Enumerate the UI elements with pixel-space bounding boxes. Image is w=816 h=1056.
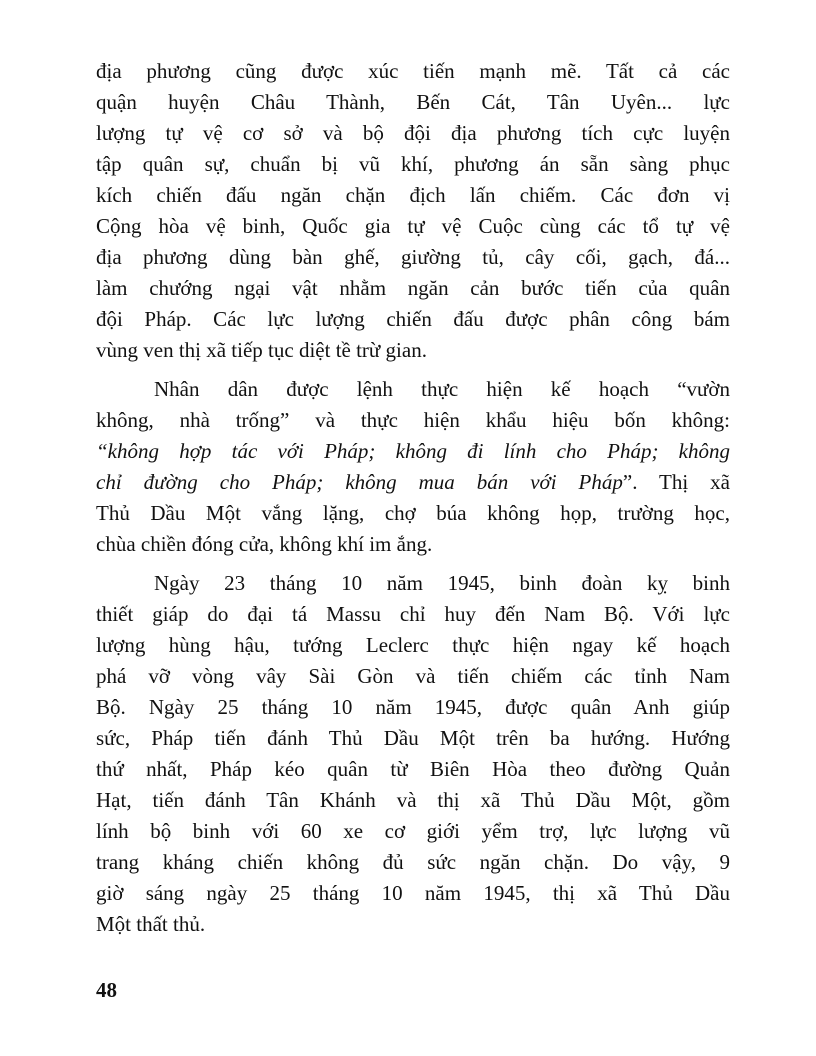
text-line: Hạt, tiến đánh Tân Khánh và thị xã Thủ Dầu Một, gồm	[96, 788, 730, 812]
text-line: giờ sáng ngày 25 tháng 10 năm 1945, thị xã Thủ Dầu	[96, 881, 730, 905]
text-line: sức, Pháp tiến đánh Thủ Dầu Một trên ba hướng. Hướng	[96, 726, 730, 750]
text-line: chùa chiền đóng cửa, không khí im ắng.	[96, 532, 433, 556]
slogan-text: “không hợp tác với Pháp; không đi lính cho Pháp; không	[96, 439, 730, 463]
text-fragment: ”. Thị xã	[622, 470, 730, 494]
text-line: địa phương dùng bàn ghế, giường tủ, cây cối, gạch, đá...	[96, 245, 730, 269]
text-line: tập quân sự, chuẩn bị vũ khí, phương án sẵn sàng phục	[96, 152, 730, 176]
text-line: đội Pháp. Các lực lượng chiến đấu được phân công bám	[96, 307, 730, 331]
text-line: kích chiến đấu ngăn chặn địch lấn chiếm. Các đơn vị	[96, 183, 730, 207]
text-line: địa phương cũng được xúc tiến mạnh mẽ. Tất cả các	[96, 59, 730, 83]
text-line: làm chướng ngại vật nhằm ngăn cản bước tiến của quân	[96, 276, 730, 300]
text-line: Nhân dân được lệnh thực hiện kế hoạch “vườn	[154, 377, 730, 401]
text-line: vùng ven thị xã tiếp tục diệt tề trừ gian.	[96, 338, 427, 362]
slogan-text: chỉ đường cho Pháp; không mua bán với Pháp	[96, 470, 623, 494]
text-line: trang kháng chiến không đủ sức ngăn chặn. Do vậy, 9	[96, 850, 730, 874]
text-line: Thủ Dầu Một vắng lặng, chợ búa không họp, trường học,	[96, 501, 730, 525]
text-line: quận huyện Châu Thành, Bến Cát, Tân Uyên... lực	[96, 90, 730, 114]
paragraph-french-attack	[96, 568, 730, 940]
page-number: 48	[96, 978, 117, 1002]
text-line: không, nhà trống” và thực hiện khẩu hiệu bốn không:	[96, 408, 730, 432]
text-line: Cộng hòa vệ binh, Quốc gia tự vệ Cuộc cùng các tổ tự vệ	[96, 214, 730, 238]
text-line: thứ nhất, Pháp kéo quân từ Biên Hòa theo đường Quản	[96, 757, 730, 781]
text-line: phá vỡ vòng vây Sài Gòn và tiến chiếm các tỉnh Nam	[96, 664, 730, 688]
page-body	[96, 56, 730, 940]
paragraph-four-nos	[96, 374, 730, 560]
text-line: thiết giáp do đại tá Massu chỉ huy đến Nam Bộ. Với lực	[96, 602, 730, 626]
text-line: Ngày 23 tháng 10 năm 1945, binh đoàn kỵ binh	[154, 571, 730, 595]
text-line: lính bộ binh với 60 xe cơ giới yểm trợ, lực lượng vũ	[96, 819, 730, 843]
paragraph-continuation	[96, 56, 730, 366]
text-line: lượng hùng hậu, tướng Leclerc thực hiện ngay kế hoạch	[96, 633, 730, 657]
text-line-italic	[96, 436, 730, 467]
text-line-mixed	[96, 467, 730, 498]
text-line: Một thất thủ.	[96, 912, 206, 936]
text-line: Bộ. Ngày 25 tháng 10 năm 1945, được quân Anh giúp	[96, 695, 730, 719]
text-line: lượng tự vệ cơ sở và bộ đội địa phương tích cực luyện	[96, 121, 730, 145]
